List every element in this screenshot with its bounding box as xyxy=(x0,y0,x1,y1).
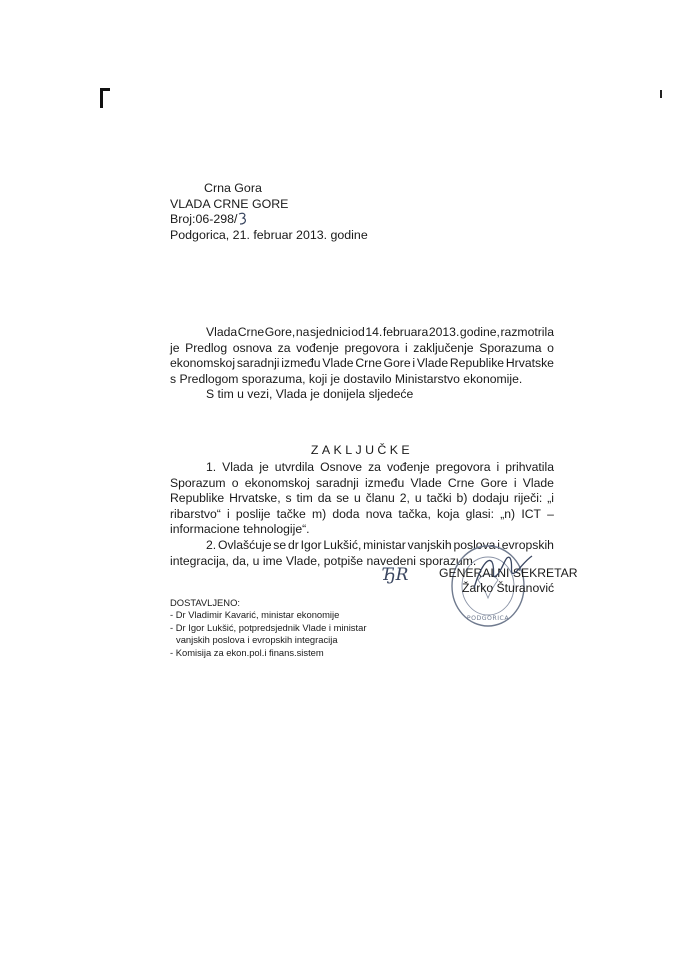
intro-line: ekonomskoj saradnji između Vlade Crne Gore i Vlade Republike Hrvatske xyxy=(170,356,554,371)
handwritten-number-mark xyxy=(238,212,248,226)
distribution-recipient: - Dr Igor Lukšić, potpredsjednik Vlade i ministar xyxy=(170,621,367,633)
intro-followup: S tim u vezi, Vlada je donijela sljedeće xyxy=(206,387,414,402)
scan-edge-mark-top xyxy=(100,88,110,91)
conclusion-1-line: informacione tehnologije“. xyxy=(170,522,310,537)
signature-name: Žarko Šturanović xyxy=(462,581,555,595)
conclusion-1-line: ribarstvo“ i poslije tačke m) doda nova tačka, koja glasi: „n) ICT – xyxy=(170,506,554,521)
intro-line: s Predlogom sporazuma, koji je dostavilo Ministarstvo ekonomije. xyxy=(170,371,523,386)
government-name: VLADA CRNE GORE xyxy=(170,196,289,211)
conclusion-2-line: 2. Ovlašćuje se dr Igor Lukšić, ministar vanjskih poslova i evropskih xyxy=(206,537,554,552)
document-number-text: Broj:06-298/ xyxy=(170,212,238,227)
distribution-heading: DOSTAVLJENO: xyxy=(170,597,240,608)
handwritten-signature xyxy=(470,548,540,596)
handwritten-initials xyxy=(381,561,417,587)
conclusion-1-line: Republike Hrvatske, s tim da se u članu 2, u tački b) dodaju riječi: „i xyxy=(170,491,554,506)
initials-text: ЂR xyxy=(382,565,409,585)
conclusion-2-line: integracija, da, u ime Vlade, potpiše navedeni sporazum. xyxy=(170,553,477,568)
intro-paragraph xyxy=(170,325,554,403)
conclusion-1-line: 1. Vlada je utvrdila Osnove za vođenje pregovora i prihvatila xyxy=(206,460,554,474)
country-name: Crna Gora xyxy=(204,181,262,195)
conclusions-title: ZAKLJUČKE xyxy=(310,443,414,457)
scan-edge-mark-right xyxy=(660,90,662,98)
document-number xyxy=(170,212,368,228)
distribution-list xyxy=(170,597,366,659)
distribution-recipient: - Komisija za ekon.pol.i finans.sistem xyxy=(170,646,324,658)
conclusion-1-line: Sporazum o ekonomskoj saradnji između Vlade Crne Gore i Vlade xyxy=(170,475,554,490)
distribution-recipient: - Dr Vladimir Kavarić, ministar ekonomije xyxy=(170,609,340,621)
intro-line: Vlada Crne Gore, na sjednici od 14. februara 2013. godine, razmotrila xyxy=(206,325,554,339)
scan-edge-mark xyxy=(100,88,103,108)
distribution-recipient: vanjskih poslova i evropskih integracija xyxy=(176,634,338,646)
signature-title: GENERALNI SEKRETAR xyxy=(439,566,578,580)
stamp-city: PODGORICA xyxy=(466,615,510,622)
place-and-date: Podgorica, 21. februar 2013. godine xyxy=(170,227,368,242)
intro-line: je Predlog osnova za vođenje pregovora i zaključenje Sporazuma o xyxy=(170,340,554,355)
document-header xyxy=(170,181,368,243)
